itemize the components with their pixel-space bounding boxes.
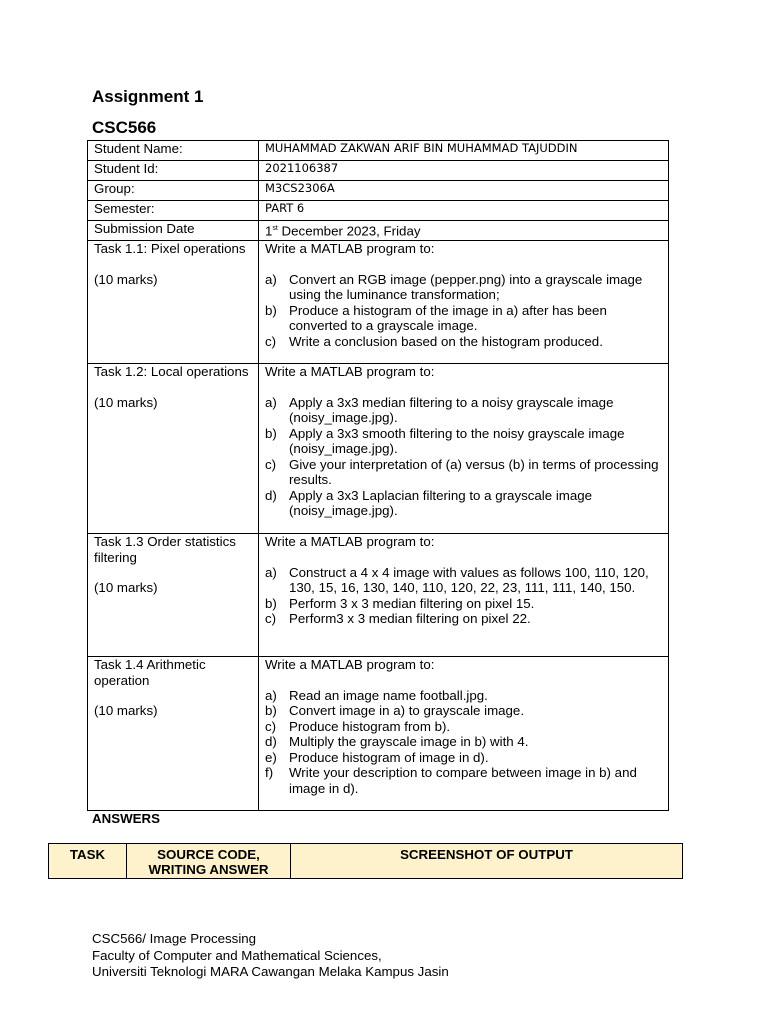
task-item-label: e) bbox=[265, 749, 277, 765]
task-item-label: d) bbox=[265, 487, 277, 503]
semester-row bbox=[88, 201, 669, 221]
task-item-label: b) bbox=[265, 703, 277, 718]
task-item-label: c) bbox=[265, 611, 277, 626]
task-name-cell bbox=[88, 364, 259, 534]
footer-line: Universiti Teknologi MARA Cawangan Melaka Kampus Jasin bbox=[92, 964, 449, 979]
task-intro: Write a MATLAB program to: bbox=[265, 657, 435, 672]
task-item-list bbox=[265, 272, 662, 350]
submission-date-row bbox=[88, 221, 669, 241]
task-item-label: a) bbox=[265, 564, 277, 580]
task-intro: Write a MATLAB program to: bbox=[265, 534, 435, 549]
student-id-row bbox=[88, 161, 669, 181]
submission-date-value bbox=[259, 221, 669, 241]
answers-heading: ANSWERS bbox=[92, 811, 160, 826]
task-item bbox=[265, 611, 662, 627]
task-item bbox=[265, 703, 662, 719]
task-item-label: a) bbox=[265, 687, 277, 703]
task-item bbox=[265, 750, 662, 766]
task-item-label: b) bbox=[265, 425, 277, 441]
answers-header-row bbox=[49, 844, 683, 879]
page-footer bbox=[92, 931, 449, 981]
task-item-label: a) bbox=[265, 271, 277, 287]
student-name-label: Student Name: bbox=[88, 141, 259, 161]
task-marks: (10 marks) bbox=[94, 394, 158, 410]
document-title: Assignment 1 bbox=[92, 87, 204, 106]
task-item bbox=[265, 457, 662, 488]
footer-line: Faculty of Computer and Mathematical Sciences, bbox=[92, 947, 382, 963]
task-item-text: Produce histogram of image in d). bbox=[289, 749, 489, 765]
task-marks: (10 marks) bbox=[94, 580, 158, 595]
task-item bbox=[265, 688, 662, 704]
task-item-label: b) bbox=[265, 302, 277, 318]
task-item bbox=[265, 334, 662, 350]
task-row bbox=[88, 534, 669, 657]
task-name-cell bbox=[88, 534, 259, 657]
task-name-cell bbox=[88, 241, 259, 364]
task-item-label: d) bbox=[265, 734, 277, 749]
task-item-text: Write your description to compare between image in b) and image in d). bbox=[289, 765, 637, 796]
task-intro: Write a MATLAB program to: bbox=[265, 364, 435, 379]
task-intro: Write a MATLAB program to: bbox=[265, 241, 435, 256]
task-item-text: Apply a 3x3 Laplacian filtering to a grayscale image (noisy_image.jpg). bbox=[289, 487, 593, 518]
task-item bbox=[265, 596, 662, 612]
task-item-label: c) bbox=[265, 456, 277, 472]
task-marks: (10 marks) bbox=[94, 703, 158, 718]
task-description-cell bbox=[259, 534, 669, 657]
task-name: Task 1.3 Order statistics filtering bbox=[94, 534, 236, 565]
task-item bbox=[265, 565, 662, 596]
course-code: CSC566 bbox=[92, 118, 157, 137]
submission-date-label: Submission Date bbox=[88, 221, 259, 241]
task-marks: (10 marks) bbox=[94, 271, 158, 287]
answers-col-screenshot: SCREENSHOT OF OUTPUT bbox=[291, 844, 683, 879]
group-value: M3CS2306A bbox=[259, 181, 669, 201]
semester-value: PART 6 bbox=[259, 201, 669, 221]
group-row bbox=[88, 181, 669, 201]
task-item-text: Apply a 3x3 smooth filtering to the noisy grayscale image (noisy_image.jpg). bbox=[289, 425, 625, 456]
task-item-text: Give your interpretation of (a) versus (b) in terms of processing results. bbox=[289, 456, 659, 487]
task-row bbox=[88, 657, 669, 811]
task-description-cell bbox=[259, 364, 669, 534]
submission-day-suffix: st bbox=[272, 225, 278, 232]
student-id-value: 2021106387 bbox=[259, 161, 669, 181]
task-item-label: f) bbox=[265, 765, 274, 780]
task-item bbox=[265, 765, 662, 796]
group-label: Group: bbox=[88, 181, 259, 201]
task-item-label: a) bbox=[265, 394, 277, 410]
task-row bbox=[88, 364, 669, 534]
answers-col-task: TASK bbox=[49, 844, 127, 879]
task-name: Task 1.4 Arithmetic operation bbox=[94, 657, 206, 688]
task-item bbox=[265, 734, 662, 750]
task-item-list bbox=[265, 395, 662, 519]
task-item-text: Read an image name football.jpg. bbox=[289, 687, 488, 703]
task-name-cell bbox=[88, 657, 259, 811]
task-item bbox=[265, 719, 662, 735]
submission-date-rest: December 2023, Friday bbox=[277, 223, 421, 239]
task-item bbox=[265, 488, 662, 519]
task-item-list bbox=[265, 688, 662, 797]
task-item bbox=[265, 395, 662, 426]
task-name: Task 1.1: Pixel operations bbox=[94, 241, 246, 256]
task-item-text: Convert image in a) to grayscale image. bbox=[289, 703, 525, 718]
answers-col-source: SOURCE CODE, WRITING ANSWER bbox=[127, 844, 291, 879]
student-name-value: MUHAMMAD ZAKWAN ARIF BIN MUHAMMAD TAJUDDIN bbox=[259, 141, 669, 161]
task-item bbox=[265, 426, 662, 457]
student-id-label: Student Id: bbox=[88, 161, 259, 181]
assignment-info-table bbox=[87, 140, 669, 811]
task-item bbox=[265, 272, 662, 303]
answers-table bbox=[48, 843, 683, 879]
task-item-text: Perform 3 x 3 median filtering on pixel 15. bbox=[289, 595, 535, 611]
task-item-label: c) bbox=[265, 333, 277, 349]
task-item-label: c) bbox=[265, 718, 277, 734]
task-item-text: Write a conclusion based on the histogram produced. bbox=[289, 333, 603, 349]
task-item bbox=[265, 303, 662, 334]
semester-label: Semester: bbox=[88, 201, 259, 221]
task-item-text: Convert an RGB image (pepper.png) into a grayscale image using the luminance transformation; bbox=[289, 271, 643, 302]
task-item-label: b) bbox=[265, 595, 277, 611]
footer-line: CSC566/ Image Processing bbox=[92, 931, 257, 946]
task-item-text: Produce a histogram of the image in a) after has been converted to a grayscale image. bbox=[289, 302, 607, 333]
task-item-text: Perform3 x 3 median filtering on pixel 22. bbox=[289, 611, 531, 626]
student-name-row bbox=[88, 141, 669, 161]
task-item-list bbox=[265, 565, 662, 627]
task-item-text: Construct a 4 x 4 image with values as follows 100, 110, 120, 130, 15, 16, 130, 140, 110, 120, 22, 23, 111, 111, 140, 150. bbox=[289, 564, 649, 595]
task-item-text: Apply a 3x3 median filtering to a noisy grayscale image (noisy_image.jpg). bbox=[289, 394, 614, 425]
task-description-cell bbox=[259, 241, 669, 364]
submission-day: 1 bbox=[265, 223, 273, 239]
task-item-text: Produce histogram from b). bbox=[289, 718, 451, 734]
task-description-cell bbox=[259, 657, 669, 811]
task-item-text: Multiply the grayscale image in b) with 4. bbox=[289, 734, 529, 749]
task-name: Task 1.2: Local operations bbox=[94, 364, 249, 379]
task-row bbox=[88, 241, 669, 364]
